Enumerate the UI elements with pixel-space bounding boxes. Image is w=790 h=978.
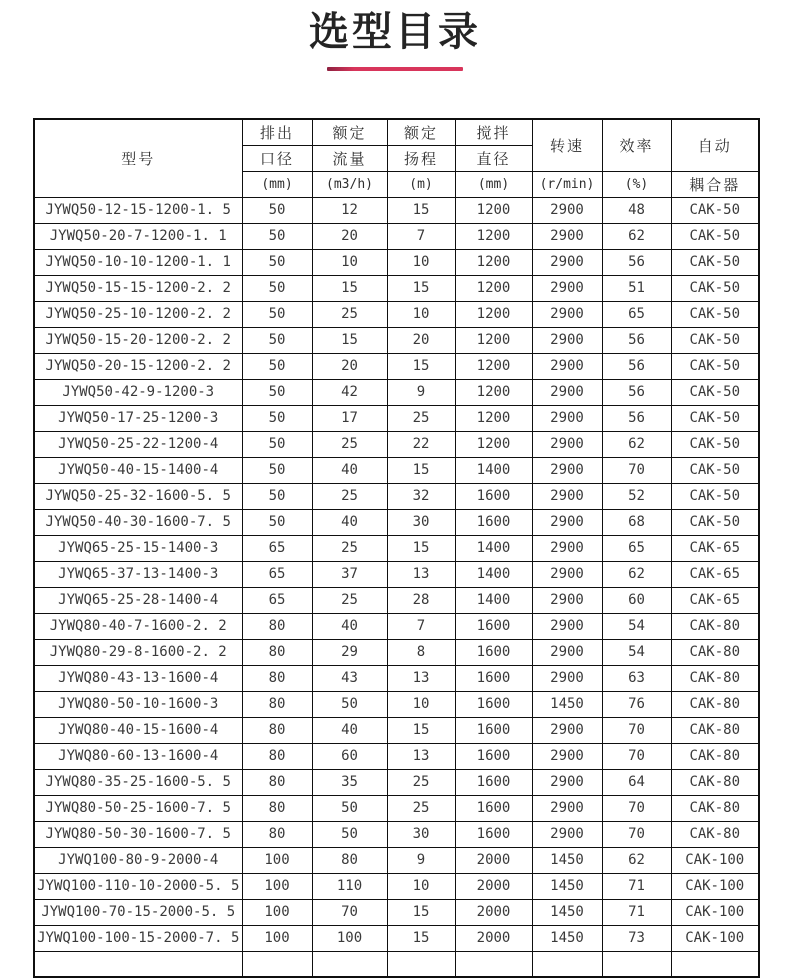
cell-efficiency: 70 bbox=[602, 457, 671, 483]
cell-outlet-diameter: 50 bbox=[242, 509, 312, 535]
cell-rated-head: 30 bbox=[387, 509, 455, 535]
cell-efficiency: 62 bbox=[602, 223, 671, 249]
cell-auto-coupler: CAK-65 bbox=[671, 587, 759, 613]
cell-model: JYWQ80-43-13-1600-4 bbox=[34, 665, 242, 691]
cell-rated-head: 10 bbox=[387, 691, 455, 717]
cell-speed: 1450 bbox=[532, 847, 602, 873]
cell-rated-flow: 25 bbox=[312, 483, 387, 509]
cell-efficiency: 63 bbox=[602, 665, 671, 691]
cell-speed: 2900 bbox=[532, 587, 602, 613]
cell-efficiency: 70 bbox=[602, 717, 671, 743]
cell-rated-flow: 35 bbox=[312, 769, 387, 795]
cell-rated-head: 10 bbox=[387, 873, 455, 899]
table-row bbox=[34, 301, 759, 327]
cell-rated-head: 25 bbox=[387, 769, 455, 795]
cell-efficiency: 65 bbox=[602, 535, 671, 561]
cell-auto-coupler: CAK-50 bbox=[671, 249, 759, 275]
cell-mixing-diameter: 1600 bbox=[455, 691, 532, 717]
table-row-partial bbox=[34, 951, 759, 977]
cell-mixing-diameter: 1600 bbox=[455, 665, 532, 691]
table-row bbox=[34, 821, 759, 847]
cell-efficiency: 62 bbox=[602, 561, 671, 587]
cell-model: JYWQ50-15-20-1200-2. 2 bbox=[34, 327, 242, 353]
cell-outlet-diameter: 80 bbox=[242, 613, 312, 639]
table-row bbox=[34, 847, 759, 873]
table-row bbox=[34, 327, 759, 353]
cell-auto-coupler: CAK-100 bbox=[671, 873, 759, 899]
header-head-line2: 扬程 bbox=[387, 145, 455, 171]
cell-efficiency: 70 bbox=[602, 743, 671, 769]
cell-rated-flow: 70 bbox=[312, 899, 387, 925]
cell-outlet-diameter: 50 bbox=[242, 327, 312, 353]
cell-auto-coupler: CAK-80 bbox=[671, 821, 759, 847]
cell-rated-flow: 40 bbox=[312, 509, 387, 535]
cell-speed: 2900 bbox=[532, 301, 602, 327]
cell-auto-coupler: CAK-50 bbox=[671, 353, 759, 379]
table-row bbox=[34, 353, 759, 379]
cell-mixing-diameter: 1600 bbox=[455, 795, 532, 821]
cell-efficiency: 70 bbox=[602, 795, 671, 821]
cell-auto-coupler: CAK-50 bbox=[671, 431, 759, 457]
cell-model: JYWQ50-10-10-1200-1. 1 bbox=[34, 249, 242, 275]
cell-speed: 2900 bbox=[532, 561, 602, 587]
cell-efficiency: 76 bbox=[602, 691, 671, 717]
cell-rated-head: 15 bbox=[387, 717, 455, 743]
cell-mixing-diameter: 1600 bbox=[455, 717, 532, 743]
cell-speed: 2900 bbox=[532, 795, 602, 821]
header-coupler-line2: 耦合器 bbox=[671, 171, 759, 197]
cell-model: JYWQ80-29-8-1600-2. 2 bbox=[34, 639, 242, 665]
cell-auto-coupler: CAK-80 bbox=[671, 613, 759, 639]
cell-rated-head: 8 bbox=[387, 639, 455, 665]
cell-mixing-diameter: 2000 bbox=[455, 925, 532, 951]
cell-rated-flow: 50 bbox=[312, 691, 387, 717]
cell-rated-head: 15 bbox=[387, 535, 455, 561]
cell-mixing-diameter: 1600 bbox=[455, 743, 532, 769]
cell-auto-coupler: CAK-50 bbox=[671, 379, 759, 405]
unit-head: (m) bbox=[387, 171, 455, 197]
cell-rated-flow: 80 bbox=[312, 847, 387, 873]
cell-rated-head: 22 bbox=[387, 431, 455, 457]
cell-outlet-diameter: 80 bbox=[242, 665, 312, 691]
table-row bbox=[34, 275, 759, 301]
cell-model: JYWQ50-20-15-1200-2. 2 bbox=[34, 353, 242, 379]
cell-rated-flow: 50 bbox=[312, 821, 387, 847]
cell-model: JYWQ65-37-13-1400-3 bbox=[34, 561, 242, 587]
cell-outlet-diameter: 80 bbox=[242, 769, 312, 795]
cell-outlet-diameter: 50 bbox=[242, 483, 312, 509]
unit-efficiency: (%) bbox=[602, 171, 671, 197]
cell-rated-flow: 25 bbox=[312, 431, 387, 457]
cell-outlet-diameter: 50 bbox=[242, 197, 312, 223]
cell-model: JYWQ50-40-15-1400-4 bbox=[34, 457, 242, 483]
cell-auto-coupler: CAK-50 bbox=[671, 301, 759, 327]
cell-speed: 1450 bbox=[532, 691, 602, 717]
table-row bbox=[34, 483, 759, 509]
cell-speed: 2900 bbox=[532, 821, 602, 847]
cell-rated-flow: 25 bbox=[312, 301, 387, 327]
table-row bbox=[34, 249, 759, 275]
cell-outlet-diameter: 100 bbox=[242, 925, 312, 951]
cell-efficiency: 51 bbox=[602, 275, 671, 301]
table-row bbox=[34, 795, 759, 821]
cell-speed: 2900 bbox=[532, 431, 602, 457]
cell-efficiency: 71 bbox=[602, 899, 671, 925]
page-title: 选型目录 bbox=[309, 9, 481, 55]
header-mixing-line2: 直径 bbox=[455, 145, 532, 171]
table-row bbox=[34, 535, 759, 561]
cell-rated-flow: 60 bbox=[312, 743, 387, 769]
cell-model: JYWQ80-35-25-1600-5. 5 bbox=[34, 769, 242, 795]
table-row bbox=[34, 769, 759, 795]
unit-mixing: (mm) bbox=[455, 171, 532, 197]
cell-model: JYWQ50-17-25-1200-3 bbox=[34, 405, 242, 431]
cell-auto-coupler: CAK-50 bbox=[671, 223, 759, 249]
cell-rated-flow: 17 bbox=[312, 405, 387, 431]
cell-model: JYWQ80-50-25-1600-7. 5 bbox=[34, 795, 242, 821]
cell-mixing-diameter: 1600 bbox=[455, 483, 532, 509]
cell-model: JYWQ50-25-10-1200-2. 2 bbox=[34, 301, 242, 327]
cell-rated-head: 15 bbox=[387, 275, 455, 301]
cell-rated-head: 7 bbox=[387, 613, 455, 639]
cell-rated-head: 10 bbox=[387, 249, 455, 275]
cell-auto-coupler: CAK-50 bbox=[671, 327, 759, 353]
table-row bbox=[34, 561, 759, 587]
table-row bbox=[34, 665, 759, 691]
cell-rated-flow: 37 bbox=[312, 561, 387, 587]
cell-auto-coupler: CAK-80 bbox=[671, 691, 759, 717]
cell-mixing-diameter: 1400 bbox=[455, 587, 532, 613]
cell-outlet-diameter: 50 bbox=[242, 353, 312, 379]
header-efficiency: 效率 bbox=[602, 119, 671, 171]
cell-mixing-diameter: 1400 bbox=[455, 457, 532, 483]
cell-model: JYWQ50-12-15-1200-1. 5 bbox=[34, 197, 242, 223]
cell-outlet-diameter: 50 bbox=[242, 249, 312, 275]
table-row bbox=[34, 587, 759, 613]
cell-efficiency: 56 bbox=[602, 249, 671, 275]
cell-speed: 2900 bbox=[532, 275, 602, 301]
cell-rated-flow: 40 bbox=[312, 613, 387, 639]
cell-model: JYWQ80-40-7-1600-2. 2 bbox=[34, 613, 242, 639]
unit-flow: (m3/h) bbox=[312, 171, 387, 197]
cell-mixing-diameter: 1600 bbox=[455, 613, 532, 639]
cell-rated-head: 15 bbox=[387, 899, 455, 925]
cell-rated-head: 13 bbox=[387, 665, 455, 691]
cell-speed: 2900 bbox=[532, 223, 602, 249]
cell-speed: 2900 bbox=[532, 379, 602, 405]
cell-rated-flow: 110 bbox=[312, 873, 387, 899]
cell-efficiency: 64 bbox=[602, 769, 671, 795]
table-row bbox=[34, 431, 759, 457]
cell-auto-coupler: CAK-50 bbox=[671, 197, 759, 223]
cell-mixing-diameter: 2000 bbox=[455, 873, 532, 899]
cell-mixing-diameter: 2000 bbox=[455, 899, 532, 925]
cell-model: JYWQ65-25-15-1400-3 bbox=[34, 535, 242, 561]
cell-model: JYWQ50-15-15-1200-2. 2 bbox=[34, 275, 242, 301]
cell-rated-flow: 10 bbox=[312, 249, 387, 275]
cell-efficiency: 68 bbox=[602, 509, 671, 535]
cell-efficiency: 56 bbox=[602, 353, 671, 379]
table-row bbox=[34, 925, 759, 951]
cell-speed: 2900 bbox=[532, 405, 602, 431]
table-row bbox=[34, 457, 759, 483]
cell-model: JYWQ80-50-30-1600-7. 5 bbox=[34, 821, 242, 847]
cell-outlet-diameter: 80 bbox=[242, 717, 312, 743]
cell-model: JYWQ80-50-10-1600-3 bbox=[34, 691, 242, 717]
cell-model: JYWQ100-80-9-2000-4 bbox=[34, 847, 242, 873]
cell-mixing-diameter: 1200 bbox=[455, 197, 532, 223]
cell-outlet-diameter: 50 bbox=[242, 457, 312, 483]
table-row bbox=[34, 899, 759, 925]
header-flow-line2: 流量 bbox=[312, 145, 387, 171]
cell-speed: 2900 bbox=[532, 197, 602, 223]
unit-outlet: (mm) bbox=[242, 171, 312, 197]
cell-model: JYWQ65-25-28-1400-4 bbox=[34, 587, 242, 613]
cell-mixing-diameter: 1600 bbox=[455, 821, 532, 847]
cell-mixing-diameter: 1200 bbox=[455, 353, 532, 379]
cell-mixing-diameter: 1200 bbox=[455, 223, 532, 249]
cell-efficiency: 71 bbox=[602, 873, 671, 899]
cell-model: JYWQ50-42-9-1200-3 bbox=[34, 379, 242, 405]
cell-auto-coupler: CAK-50 bbox=[671, 405, 759, 431]
cell-outlet-diameter: 65 bbox=[242, 587, 312, 613]
cell-outlet-diameter: 80 bbox=[242, 743, 312, 769]
cell-rated-head: 15 bbox=[387, 457, 455, 483]
cell-auto-coupler: CAK-100 bbox=[671, 899, 759, 925]
cell-rated-head: 32 bbox=[387, 483, 455, 509]
cell-outlet-diameter: 50 bbox=[242, 275, 312, 301]
table-row bbox=[34, 639, 759, 665]
header-speed: 转速 bbox=[532, 119, 602, 171]
cell-rated-flow: 29 bbox=[312, 639, 387, 665]
cell-efficiency: 70 bbox=[602, 821, 671, 847]
header-coupler-line1: 自动 bbox=[671, 119, 759, 171]
cell-rated-flow: 100 bbox=[312, 925, 387, 951]
cell-mixing-diameter: 1600 bbox=[455, 639, 532, 665]
table-row bbox=[34, 223, 759, 249]
pump-selection-table bbox=[33, 118, 760, 978]
cell-speed: 1450 bbox=[532, 873, 602, 899]
cell-mixing-diameter: 1200 bbox=[455, 249, 532, 275]
table-row bbox=[34, 743, 759, 769]
cell-speed: 2900 bbox=[532, 717, 602, 743]
cell-mixing-diameter: 1600 bbox=[455, 509, 532, 535]
cell-outlet-diameter: 50 bbox=[242, 405, 312, 431]
table-partial-row-clipped bbox=[34, 951, 759, 977]
cell-outlet-diameter: 50 bbox=[242, 301, 312, 327]
cell-rated-flow: 25 bbox=[312, 587, 387, 613]
cell-auto-coupler: CAK-100 bbox=[671, 847, 759, 873]
cell-model: JYWQ80-40-15-1600-4 bbox=[34, 717, 242, 743]
cell-rated-flow: 25 bbox=[312, 535, 387, 561]
cell-speed: 2900 bbox=[532, 249, 602, 275]
cell-outlet-diameter: 65 bbox=[242, 535, 312, 561]
cell-outlet-diameter: 50 bbox=[242, 223, 312, 249]
cell-model: JYWQ100-110-10-2000-5. 5 bbox=[34, 873, 242, 899]
cell-rated-head: 20 bbox=[387, 327, 455, 353]
cell-auto-coupler: CAK-50 bbox=[671, 275, 759, 301]
cell-rated-flow: 20 bbox=[312, 223, 387, 249]
cell-model: JYWQ80-60-13-1600-4 bbox=[34, 743, 242, 769]
cell-rated-head: 7 bbox=[387, 223, 455, 249]
header-head-line1: 额定 bbox=[387, 119, 455, 145]
cell-efficiency: 56 bbox=[602, 327, 671, 353]
cell-model: JYWQ100-70-15-2000-5. 5 bbox=[34, 899, 242, 925]
cell-auto-coupler: CAK-80 bbox=[671, 743, 759, 769]
cell-efficiency: 62 bbox=[602, 847, 671, 873]
cell-auto-coupler: CAK-50 bbox=[671, 509, 759, 535]
cell-rated-flow: 40 bbox=[312, 457, 387, 483]
cell-rated-head: 9 bbox=[387, 847, 455, 873]
cell-efficiency: 54 bbox=[602, 613, 671, 639]
cell-outlet-diameter: 65 bbox=[242, 561, 312, 587]
cell-mixing-diameter: 1200 bbox=[455, 275, 532, 301]
cell-speed: 2900 bbox=[532, 509, 602, 535]
cell-auto-coupler: CAK-80 bbox=[671, 769, 759, 795]
cell-rated-flow: 20 bbox=[312, 353, 387, 379]
cell-speed: 2900 bbox=[532, 769, 602, 795]
table-row bbox=[34, 691, 759, 717]
unit-speed: (r/min) bbox=[532, 171, 602, 197]
cell-efficiency: 65 bbox=[602, 301, 671, 327]
cell-speed: 2900 bbox=[532, 327, 602, 353]
cell-rated-flow: 50 bbox=[312, 795, 387, 821]
table-row bbox=[34, 405, 759, 431]
cell-efficiency: 52 bbox=[602, 483, 671, 509]
cell-rated-head: 30 bbox=[387, 821, 455, 847]
header-model: 型号 bbox=[34, 119, 242, 197]
cell-outlet-diameter: 80 bbox=[242, 639, 312, 665]
cell-auto-coupler: CAK-50 bbox=[671, 457, 759, 483]
table-row bbox=[34, 873, 759, 899]
cell-model: JYWQ50-40-30-1600-7. 5 bbox=[34, 509, 242, 535]
table-row bbox=[34, 613, 759, 639]
table-header bbox=[34, 119, 759, 197]
cell-outlet-diameter: 80 bbox=[242, 691, 312, 717]
header-mixing-line1: 搅拌 bbox=[455, 119, 532, 145]
cell-rated-head: 10 bbox=[387, 301, 455, 327]
cell-rated-head: 25 bbox=[387, 795, 455, 821]
table-row bbox=[34, 379, 759, 405]
header-flow-line1: 额定 bbox=[312, 119, 387, 145]
cell-rated-head: 9 bbox=[387, 379, 455, 405]
cell-model: JYWQ50-20-7-1200-1. 1 bbox=[34, 223, 242, 249]
cell-model: JYWQ50-25-22-1200-4 bbox=[34, 431, 242, 457]
cell-speed: 2900 bbox=[532, 535, 602, 561]
cell-efficiency: 54 bbox=[602, 639, 671, 665]
cell-efficiency: 62 bbox=[602, 431, 671, 457]
cell-model: JYWQ50-25-32-1600-5. 5 bbox=[34, 483, 242, 509]
cell-rated-flow: 42 bbox=[312, 379, 387, 405]
cell-mixing-diameter: 1400 bbox=[455, 535, 532, 561]
cell-auto-coupler: CAK-80 bbox=[671, 717, 759, 743]
cell-outlet-diameter: 80 bbox=[242, 821, 312, 847]
cell-outlet-diameter: 50 bbox=[242, 379, 312, 405]
cell-auto-coupler: CAK-50 bbox=[671, 483, 759, 509]
cell-speed: 2900 bbox=[532, 743, 602, 769]
cell-mixing-diameter: 1200 bbox=[455, 405, 532, 431]
cell-speed: 1450 bbox=[532, 899, 602, 925]
table-body bbox=[34, 197, 759, 951]
cell-rated-flow: 43 bbox=[312, 665, 387, 691]
cell-mixing-diameter: 1600 bbox=[455, 769, 532, 795]
table-row bbox=[34, 197, 759, 223]
cell-speed: 2900 bbox=[532, 353, 602, 379]
cell-rated-flow: 15 bbox=[312, 327, 387, 353]
cell-auto-coupler: CAK-65 bbox=[671, 561, 759, 587]
table-row bbox=[34, 717, 759, 743]
cell-rated-head: 15 bbox=[387, 197, 455, 223]
cell-efficiency: 73 bbox=[602, 925, 671, 951]
cell-outlet-diameter: 80 bbox=[242, 795, 312, 821]
cell-efficiency: 48 bbox=[602, 197, 671, 223]
cell-auto-coupler: CAK-80 bbox=[671, 665, 759, 691]
table-row bbox=[34, 509, 759, 535]
cell-outlet-diameter: 100 bbox=[242, 873, 312, 899]
cell-speed: 2900 bbox=[532, 639, 602, 665]
cell-rated-head: 13 bbox=[387, 561, 455, 587]
cell-mixing-diameter: 2000 bbox=[455, 847, 532, 873]
cell-mixing-diameter: 1400 bbox=[455, 561, 532, 587]
cell-rated-flow: 40 bbox=[312, 717, 387, 743]
header-outlet-line1: 排出 bbox=[242, 119, 312, 145]
cell-efficiency: 56 bbox=[602, 379, 671, 405]
cell-outlet-diameter: 50 bbox=[242, 431, 312, 457]
cell-mixing-diameter: 1200 bbox=[455, 431, 532, 457]
cell-mixing-diameter: 1200 bbox=[455, 379, 532, 405]
cell-rated-flow: 12 bbox=[312, 197, 387, 223]
cell-auto-coupler: CAK-65 bbox=[671, 535, 759, 561]
cell-mixing-diameter: 1200 bbox=[455, 327, 532, 353]
cell-auto-coupler: CAK-80 bbox=[671, 795, 759, 821]
cell-outlet-diameter: 100 bbox=[242, 899, 312, 925]
cell-auto-coupler: CAK-80 bbox=[671, 639, 759, 665]
cell-speed: 2900 bbox=[532, 665, 602, 691]
cell-efficiency: 60 bbox=[602, 587, 671, 613]
cell-outlet-diameter: 100 bbox=[242, 847, 312, 873]
cell-efficiency: 56 bbox=[602, 405, 671, 431]
header-row-1 bbox=[34, 119, 759, 145]
cell-rated-head: 28 bbox=[387, 587, 455, 613]
cell-rated-head: 25 bbox=[387, 405, 455, 431]
cell-rated-flow: 15 bbox=[312, 275, 387, 301]
cell-mixing-diameter: 1200 bbox=[455, 301, 532, 327]
cell-rated-head: 13 bbox=[387, 743, 455, 769]
cell-rated-head: 15 bbox=[387, 353, 455, 379]
cell-speed: 1450 bbox=[532, 925, 602, 951]
cell-speed: 2900 bbox=[532, 613, 602, 639]
cell-auto-coupler: CAK-100 bbox=[671, 925, 759, 951]
cell-rated-head: 15 bbox=[387, 925, 455, 951]
header-outlet-line2: 口径 bbox=[242, 145, 312, 171]
cell-model: JYWQ100-100-15-2000-7. 5 bbox=[34, 925, 242, 951]
cell-speed: 2900 bbox=[532, 457, 602, 483]
cell-speed: 2900 bbox=[532, 483, 602, 509]
title-underline-accent bbox=[327, 67, 463, 71]
